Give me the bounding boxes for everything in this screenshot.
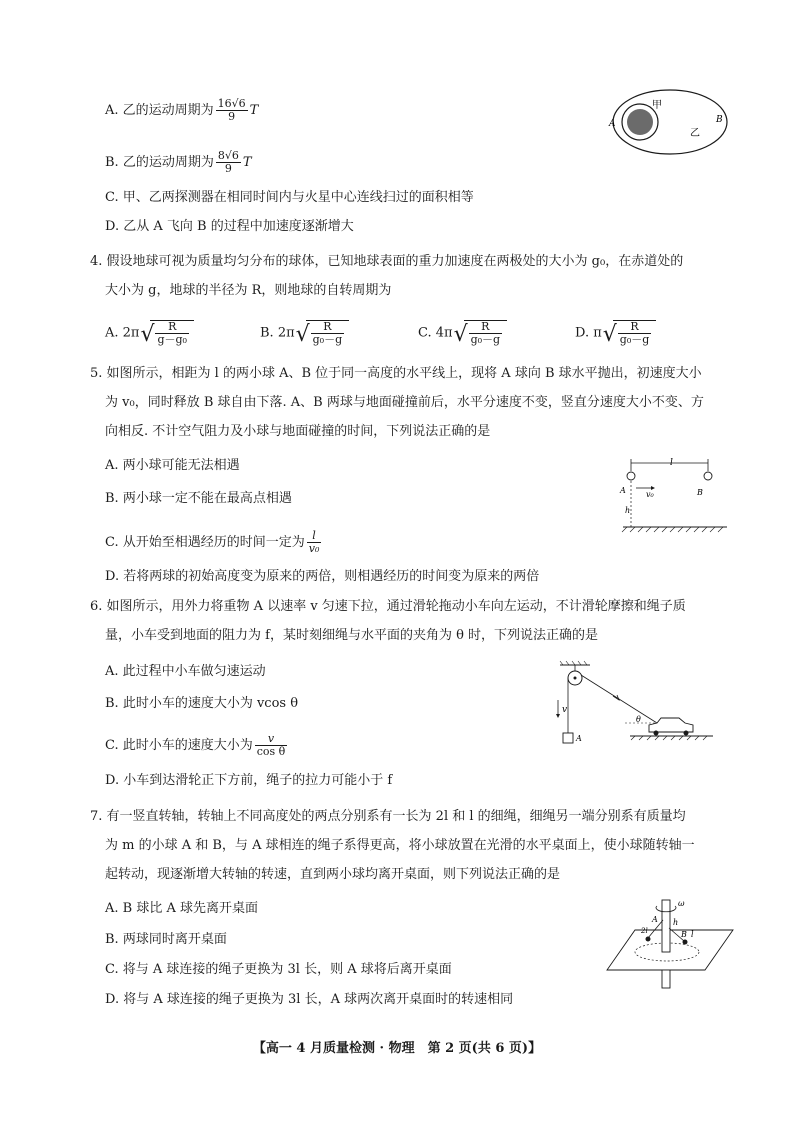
label-h: h (625, 506, 631, 515)
q6-option-a: A. 此过程中小车做匀速运动 (105, 664, 266, 679)
label-b: B (697, 488, 703, 497)
v-arrowhead (556, 714, 560, 718)
q7-rotating-shaft-figure (605, 895, 735, 990)
q4-option-a: A. 2π √ $\frac{R}{\text{g－g₀}}$ (105, 320, 194, 346)
page-footer: 【高一 4 月质量检测 · 物理 第 2 页(共 6 页)】 (252, 1041, 542, 1056)
q7-stem-line1: 7. 有一竖直转轴，转轴上不同高度处的两点分别系有一长为 2l 和 l 的细绳，细绳另一端分别系有质量均 (90, 809, 686, 824)
shaft-lower (662, 970, 670, 988)
car-body (649, 718, 693, 732)
pulley-axle (574, 677, 577, 680)
ground-hatch (622, 527, 723, 532)
q3-option-d: D. 乙从 A 飞向 B 的过程中加速度逐渐增大 (105, 219, 354, 234)
q6-option-c-fraction: $\frac{v}{\text{cos θ}}$ (256, 732, 286, 758)
sqrt-sign: √ $\frac{R}{\text{g₀－g}}$ (454, 320, 508, 346)
q7-option-c: C. 将与 A 球连接的绳子更换为 3l 长，则 A 球将后离开桌面 (105, 962, 452, 977)
label-jia: 甲 (652, 100, 662, 111)
label-h: h (673, 918, 679, 927)
ball-b (683, 940, 688, 945)
q5-option-a: A. 两小球可能无法相遇 (105, 458, 240, 473)
label-a: A (652, 915, 658, 924)
label-b: B (716, 115, 723, 125)
label-v: v (562, 705, 568, 715)
q6-pulley-figure (545, 660, 715, 755)
label-b: B (681, 930, 687, 939)
q5-stem-line2: 为 v₀，同时释放 B 球自由下落. A、B 两球与地面碰撞前后，水平分速度不变，竖直分速度大小不变、方 (105, 395, 704, 410)
label-2l: 2l (641, 927, 648, 935)
ground-hatch (631, 736, 707, 740)
q7-stem-line2: 为 m 的小球 A 和 B，与 A 球相连的绳子系得更高，将小球放置在光滑的水平桌面上，使小球随转轴一 (105, 838, 695, 853)
label-omega: ω (678, 899, 685, 908)
q3-option-b-fraction: $\frac{8√6}{9}$ (217, 149, 239, 175)
q7-option-b: B. 两球同时离开桌面 (105, 932, 227, 947)
q5-figure (615, 455, 730, 535)
q4-stem-line1: 4. 假设地球可视为质量均匀分布的球体，已知地球表面的重力加速度在两极处的大小为 g₀，在赤道处的 (90, 254, 684, 269)
q6-option-b: B. 此时小车的速度大小为 vcos θ (105, 696, 299, 711)
q6-stem-line2: 量，小车受到地面的阻力为 f，某时刻细绳与水平面的夹角为 θ 时，下列说法正确的是 (105, 628, 599, 643)
ceiling-hatch (560, 661, 587, 665)
q3-option-a-fraction: $\frac{16√6}{9}$ (217, 97, 246, 123)
label-l: l (670, 458, 673, 468)
q7-stem-line3: 起转动，现逐渐增大转轴的转速，直到两小球均离开桌面，则下列说法正确的是 (105, 867, 561, 882)
car-wheel-front (654, 731, 659, 736)
mars-planet (627, 109, 653, 135)
q5-option-c-fraction: $\frac{l}{\text{v₀}}$ (308, 529, 320, 555)
q5-stem-line1: 5. 如图所示，相距为 l 的两小球 A、B 位于同一高度的水平线上，现将 A 球向 B 球水平抛出，初速度大小 (90, 366, 702, 381)
label-a: A (620, 486, 626, 495)
car-wheel-rear (684, 731, 689, 736)
q7-option-a: A. B 球比 A 球先离开桌面 (105, 901, 258, 916)
q6-option-c: C. 此时小车的速度大小为 $\frac{v}{\text{cos θ}}$ (105, 732, 286, 758)
shaft-upper (662, 900, 670, 952)
q6-option-d: D. 小车到达滑轮正下方前，绳子的拉力可能小于 f (105, 773, 393, 788)
sqrt-sign: √ $\frac{R}{\text{g－g₀}}$ (140, 320, 194, 346)
ball-a (646, 937, 651, 942)
q5-stem-line3: 向相反. 不计空气阻力及小球与地面碰撞的时间，下列说法正确的是 (105, 424, 491, 439)
q3-option-a: A. 乙的运动周期为 $\frac{16√6}{9}$ T (105, 97, 259, 123)
q5-option-d: D. 若将两球的初始高度变为原来的两倍，则相遇经历的时间变为原来的两倍 (105, 569, 540, 584)
label-yi: 乙 (690, 128, 700, 139)
label-a: A (576, 734, 582, 743)
q5-option-c: C. 从开始至相遇经历的时间一定为 $\frac{l}{\text{v₀}}$ (105, 529, 320, 555)
q4-stem-line2: 大小为 g，地球的半径为 R，则地球的自转周期为 (105, 283, 392, 298)
label-v0: v₀ (646, 490, 654, 499)
label-l: l (691, 930, 694, 939)
q4-option-d: D. π √ $\frac{R}{\text{g₀－g}}$ (575, 320, 656, 346)
q3-option-c: C. 甲、乙两探测器在相同时间内与火星中心连线扫过的面积相等 (105, 190, 474, 205)
q3-orbit-figure (610, 88, 730, 158)
label-a: A (609, 119, 616, 129)
sqrt-sign: √ $\frac{R}{\text{g₀－g}}$ (603, 320, 657, 346)
q3-option-b: B. 乙的运动周期为 $\frac{8√6}{9}$ T (105, 149, 252, 175)
ball-a (627, 472, 635, 480)
sqrt-sign: √ $\frac{R}{\text{g₀－g}}$ (296, 320, 350, 346)
q7-option-d: D. 将与 A 球连接的绳子更换为 3l 长，A 球两次离开桌面时的转速相同 (105, 992, 514, 1007)
ball-b (704, 472, 712, 480)
q5-option-b: B. 两小球一定不能在最高点相遇 (105, 491, 292, 506)
q4-option-c: C. 4π √ $\frac{R}{\text{g₀－g}}$ (418, 320, 507, 346)
q4-option-b: B. 2π √ $\frac{R}{\text{g₀－g}}$ (260, 320, 349, 346)
q6-stem-line1: 6. 如图所示，用外力将重物 A 以速率 v 匀速下拉，通过滑轮拖动小车向左运动，不计滑轮摩擦和绳子质 (90, 599, 686, 614)
label-theta: θ (636, 715, 641, 724)
weight-a (563, 733, 573, 743)
